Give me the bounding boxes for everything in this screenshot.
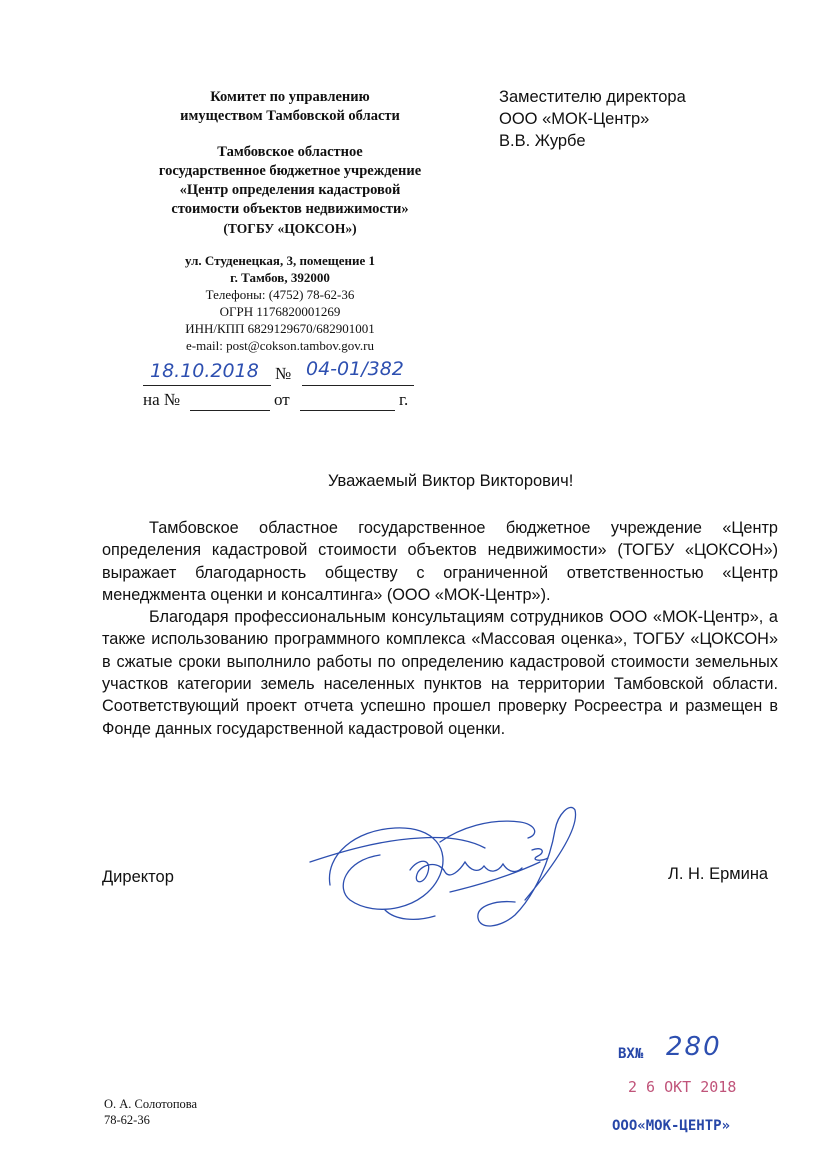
inst-line-3: «Центр определения кадастровой <box>179 182 401 198</box>
address-line-1: ул. Студенецкая, 3, помещение 1 <box>184 253 376 268</box>
executor-name: О. А. Солотопова <box>104 1097 198 1111</box>
ref-on-line <box>190 410 270 411</box>
address-line-2: г. Тамбов, 392000 <box>230 270 330 285</box>
stamp-date: 2 6 ОКТ 2018 <box>628 1078 737 1096</box>
inn-text: ИНН/КПП 6829129670/682901001 <box>185 321 375 336</box>
signature-name: Л. Н. Ермина <box>668 865 769 883</box>
ref-date-handwritten: 18.10.2018 <box>150 360 259 382</box>
recipient-line-2: ООО «МОК-Центр» <box>499 110 650 128</box>
ref-year-label: г. <box>399 390 409 409</box>
inst-line-5: (ТОГБУ «ЦОКСОН») <box>223 221 357 236</box>
executor-block <box>104 1096 197 1128</box>
ref-on-label: на № <box>143 390 181 409</box>
recipient-block <box>499 86 799 152</box>
ogrn-text: ОГРН 1176820001269 <box>219 304 341 319</box>
ref-num-handwritten: 04-01/382 <box>306 358 404 380</box>
stamp-in-number: 280 <box>666 1032 722 1062</box>
phone-text: Телефоны: (4752) 78-62-36 <box>205 287 355 302</box>
org-line-1: Комитет по управлению <box>210 89 370 105</box>
recipient-line-1: Заместителю директора <box>499 88 686 106</box>
letter-body <box>102 517 778 740</box>
paragraph-1: Тамбовское областное государственное бюджетное учреждение «Центр определения кадастровой стоимости объектов недвижимости» (ТОГБУ «ЦОКСОН») выражает благодарность обществу с ограниченной ответственностью «Центр менеджмента оценки и консалтинга» (ООО «МОК-Центр»). <box>102 519 778 604</box>
inst-line-4: стоимости объектов недвижимости» <box>171 201 409 217</box>
recipient-line-3: В.В. Журбе <box>499 132 586 150</box>
sender-block <box>120 88 460 238</box>
ref-num-label: № <box>275 364 292 383</box>
org-line-2: имуществом Тамбовской области <box>180 108 400 124</box>
signature-title: Директор <box>102 868 174 886</box>
email-text: e-mail: post@cokson.tambov.gov.ru <box>186 338 374 353</box>
ref-from-line <box>300 410 395 411</box>
inst-line-1: Тамбовское областное <box>217 144 363 160</box>
ref-num-line <box>302 385 414 386</box>
stamp-in-label: ВХ№ <box>618 1046 644 1062</box>
ref-from-label: от <box>274 390 290 409</box>
greeting: Уважаемый Виктор Викторович! <box>328 472 574 490</box>
paragraph-2: Благодаря профессиональным консультациям сотрудников ООО «МОК-Центр», а также использованию программного комплекса «Массовая оценка», ТОГБУ «ЦОКСОН» в сжатые сроки выполнило работы по определению кадастровой стоимости земельных участков категории земель населенных пунктов на территории Тамбовской области. Соответствующий проект отчета успешно прошел проверку Росреестра и размещен в Фонде данных государственной кадастровой оценки. <box>102 608 778 738</box>
sender-contacts <box>110 252 450 354</box>
ref-date-line <box>143 385 271 386</box>
handwritten-signature <box>300 800 600 940</box>
stamp-company: ООО«МОК-ЦЕНТР» <box>612 1118 731 1134</box>
inst-line-2: государственное бюджетное учреждение <box>158 163 422 179</box>
executor-phone: 78-62-36 <box>104 1113 150 1127</box>
